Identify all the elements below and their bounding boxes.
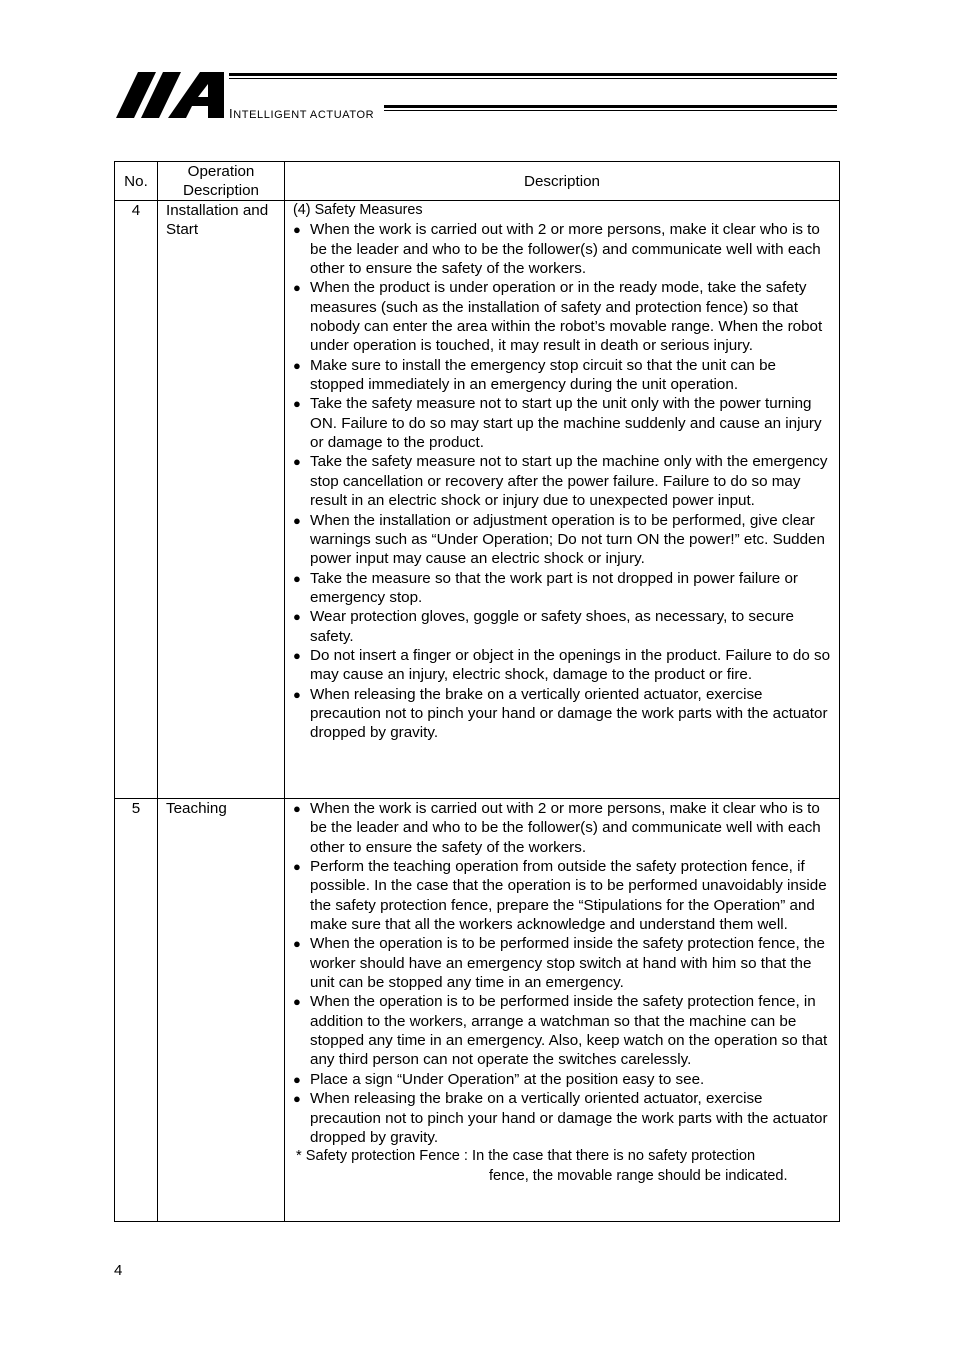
- section-heading: (4) Safety Measures: [293, 202, 423, 218]
- bullet-list: [293, 220, 833, 742]
- list-item: ● Place a sign “Under Operation” at the position easy to see.: [293, 1070, 833, 1089]
- list-item: ● Make sure to install the emergency stop circuit so that the unit can be stopped immediately in an emergency during the unit operation.: [293, 356, 833, 395]
- list-item: ● When releasing the brake on a vertically oriented actuator, exercise precaution not to pinch your hand or damage the work parts with the actuator dropped by gravity.: [293, 685, 833, 743]
- footnote: * Safety protection Fence : In the case that there is no safety protection fence, the movable range should be indicated.: [296, 1148, 788, 1184]
- header-rule-top-thick: [229, 73, 837, 76]
- list-item: ● When the installation or adjustment operation is to be performed, give clear warnings such as “Under Operation; Do not turn ON the power!” etc. Sudden power input may cause an electric shock or injury.: [293, 511, 833, 569]
- list-item: ● Take the measure so that the work part is not dropped in power failure or emergency stop.: [293, 569, 833, 608]
- header-rule-bottom-thin: [384, 110, 837, 111]
- list-item: ● When the operation is to be performed inside the safety protection fence, the worker should have an emergency stop switch at hand with him so that the unit can be stopped any time in an emergency.: [293, 934, 833, 992]
- row-description: [285, 799, 840, 1222]
- brand-name: INTELLIGENT ACTUATOR: [229, 106, 375, 121]
- row-operation: Teaching: [158, 799, 285, 1222]
- safety-operations-table: [114, 161, 840, 1222]
- header-operation: Operation Description: [158, 162, 285, 201]
- row-number: 5: [115, 799, 158, 1222]
- header-no: No.: [115, 162, 158, 201]
- iai-logo-icon: [116, 72, 228, 120]
- table-header-row: [115, 162, 840, 201]
- list-item: ● Do not insert a finger or object in the openings in the product. Failure to do so may cause an injury, electric shock, damage to the product or fire.: [293, 646, 833, 685]
- list-item: ● Perform the teaching operation from outside the safety protection fence, if possible. In the case that the operation is to be performed unavoidably inside the safety protection fence, prepare the “Stipulations for the Operation” and make sure that all the workers acknowledge and understand them well.: [293, 857, 833, 934]
- table-row: [115, 201, 840, 799]
- list-item: ● When the work is carried out with 2 or more persons, make it clear who is to be the leader and who to be the follower(s) and communicate well with each other to ensure the safety of the workers.: [293, 220, 833, 278]
- header-description: Description: [285, 162, 840, 201]
- row-description: [285, 201, 840, 799]
- table-row: [115, 799, 840, 1222]
- list-item: ● When the operation is to be performed inside the safety protection fence, in addition to the workers, arrange a watchman so that the machine can be stopped any time in an emergency. Also, keep watch on the operation so that any third person can not operate the switches carelessly.: [293, 992, 833, 1069]
- list-item: ● Take the safety measure not to start up the unit only with the power turning ON. Failure to do so may start up the machine suddenly and cause an injury or damage to the product.: [293, 394, 833, 452]
- row-operation: Installation and Start: [158, 201, 285, 799]
- list-item: ● Wear protection gloves, goggle or safety shoes, as necessary, to secure safety.: [293, 607, 833, 646]
- list-item: ● When the product is under operation or in the ready mode, take the safety measures (such as the installation of safety and protection fence) so that nobody can enter the area within the robot’s movable range. When the robot under operation is touched, it may result in death or serious injury.: [293, 278, 833, 355]
- list-item: ● When the work is carried out with 2 or more persons, make it clear who is to be the leader and who to be the follower(s) and communicate well with each other to ensure the safety of the workers.: [293, 799, 833, 857]
- header-rule-top-thin: [229, 78, 837, 79]
- page-number: 4: [114, 1262, 123, 1279]
- header-rule-bottom-thick: [384, 105, 837, 108]
- list-item: ● When releasing the brake on a vertically oriented actuator, exercise precaution not to pinch your hand or damage the work parts with the actuator dropped by gravity.: [293, 1089, 833, 1147]
- row-number: 4: [115, 201, 158, 799]
- list-item: ● Take the safety measure not to start up the machine only with the emergency stop cancellation or recovery after the power failure. Failure to do so may result in an electric shock or injury due to unexpected power input.: [293, 452, 833, 510]
- bullet-list: [293, 799, 833, 1147]
